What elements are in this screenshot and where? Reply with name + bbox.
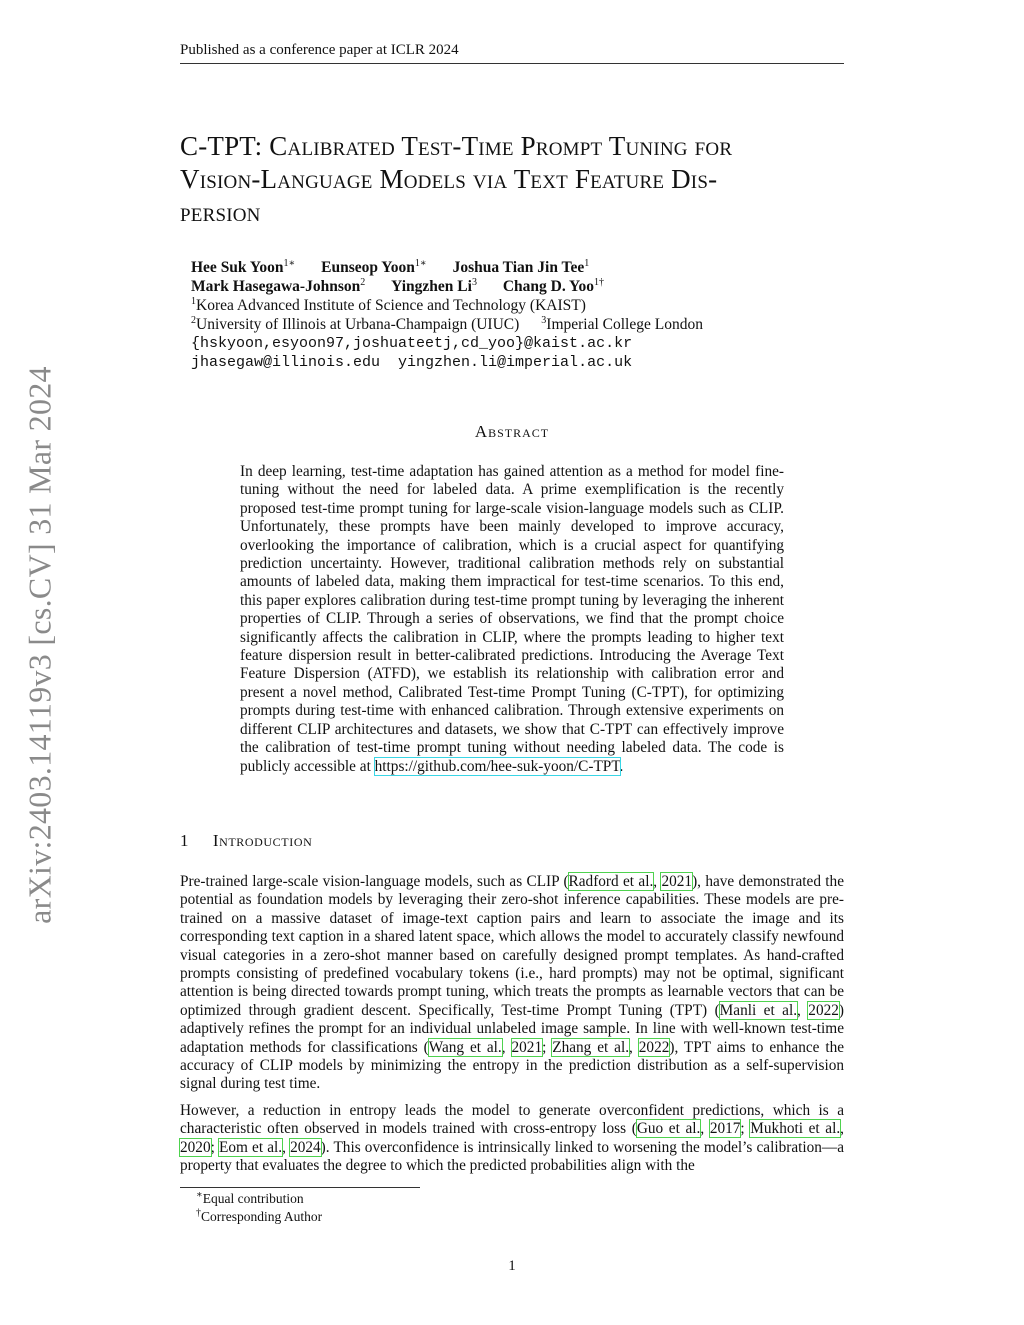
citation-link[interactable]: Mukhoti et al. bbox=[750, 1120, 841, 1138]
affiliation-2-3: $^2$University of Illinois at Urbana-Champaign (UIUC) $^3$Imperial College London bbox=[191, 314, 703, 333]
code-repository-link[interactable]: https://github.com/hee-suk-yoon/C-TPT bbox=[374, 757, 620, 775]
intro-paragraph-1: Pre-trained large-scale vision-language models, such as CLIP (Radford et al., 2021), have demonstrated the potential as foundation models by leveraging their zero-shot inference capabilities. These models are pre-trained on a massive dataset of image-text caption pairs and learn to associate the image and its corresponding text caption in a shared latent space, which allows the model to accurately classify newfound visual categories in a zero-shot manner based on carefully designed prompt templates. As hand-crafted prompts consisting of predefined vocabulary tokens (i.e., hard prompts) may not be optimal, significant attention is being directed towards prompt tuning, which treats the prompts as learnable vectors that can be optimized through gradient descent. Specifically, Test-time Prompt Tuning (TPT) (Manli et al., 2022) adaptively refines the prompt for an individual unlabeled image sample. In line with well-known test-time adaptation methods for classifications (Wang et al., 2021; Zhang et al., 2022), TPT aims to enhance the accuracy of CLIP models by minimizing the entropy in the prediction distribution as a self-supervision signal during test time. bbox=[180, 873, 845, 1093]
author-name: Chang D. Yoo bbox=[502, 278, 594, 295]
footnote-corresponding-author: †Corresponding Author bbox=[196, 1207, 323, 1224]
abstract-heading: Abstract bbox=[474, 422, 550, 441]
citation-link[interactable]: Eom et al. bbox=[219, 1138, 283, 1156]
author-name: Mark Hasegawa-Johnson bbox=[191, 278, 361, 295]
footnote-equal-contribution: ∗Equal contribution bbox=[196, 1189, 304, 1206]
affiliation-1: $^1$Korea Advanced Institute of Science and Technology (KAIST) bbox=[191, 295, 586, 314]
author-mark: 2 bbox=[360, 276, 366, 288]
citation-link[interactable]: 2021 bbox=[511, 1038, 543, 1056]
author-mark: 3 bbox=[471, 276, 477, 288]
abstract-text: In deep learning, test-time adaptation has gained attention as a method for model fine-tuning without the need for labeled data. A prime exemplification is the recently proposed test-time prompt tuning for large-scale vision-language models such as CLIP. Unfortunately, these prompts have been mainly developed to improve accuracy, overlooking the importance of calibration, which is a crucial aspect for quantifying prediction uncertainty. However, traditional calibration methods rely on substantial amounts of labeled data, making them impractical for test-time scenarios. To this end, this paper explores calibration during test-time prompt tuning by leveraging the inherent properties of CLIP. Through a series of observations, we find that the prompt choice significantly affects the calibration in CLIP, where the prompts leading to higher text feature dispersion result in better-calibrated predictions. Introducing the Average Text Feature Dispersion (ATFD), we establish its relationship with calibration error and present a novel method, Calibrated Test-time Prompt Tuning (C-TPT), for optimizing prompts during test-time with enhanced calibration. Through extensive experiments on different CLIP architectures and datasets, we show that C-TPT can effectively improve the calibration of test-time prompt tuning without needing labeled data. The code is publicly accessible at bbox=[240, 463, 784, 775]
abstract-end: . bbox=[619, 757, 624, 775]
author-mark: 1† bbox=[593, 276, 604, 288]
email-line-1: {hskyoon,esyoon97,joshuateetj,cd_yoo}@kaist.ac.kr bbox=[191, 335, 633, 352]
citation-link[interactable]: 2021 bbox=[661, 873, 693, 890]
author-mark: 1 bbox=[584, 257, 590, 269]
arxiv-identifier: arXiv:2403.14119v3 [cs.CV] 31 Mar 2024 bbox=[21, 366, 58, 924]
citation-link[interactable]: Guo et al. bbox=[636, 1120, 701, 1138]
citation-link[interactable]: 2022 bbox=[808, 1001, 839, 1019]
citation-link[interactable]: Zhang et al. bbox=[552, 1038, 630, 1056]
author-line-2 bbox=[191, 277, 831, 296]
author-block bbox=[191, 258, 831, 372]
introduction-body bbox=[180, 873, 844, 1184]
citation-link[interactable]: Manli et al. bbox=[719, 1001, 798, 1019]
author-name: Eunseop Yoon bbox=[321, 259, 415, 276]
title-line-3: persion bbox=[180, 197, 261, 227]
author-mark: 1∗ bbox=[283, 257, 296, 269]
title-line-1: C-TPT: Calibrated Test-Time Prompt Tuning for bbox=[180, 131, 733, 161]
citation-link[interactable]: 2022 bbox=[638, 1038, 670, 1056]
citation-link[interactable]: 2020 bbox=[180, 1138, 211, 1156]
author-mark: 1∗ bbox=[414, 257, 427, 269]
author-name: Yingzhen Li bbox=[391, 278, 472, 295]
author-name: Joshua Tian Jin Tee bbox=[452, 259, 585, 276]
citation-link[interactable]: Wang et al. bbox=[428, 1038, 502, 1056]
abstract-body bbox=[240, 463, 784, 776]
author-name: Hee Suk Yoon bbox=[191, 259, 284, 276]
section-title: Introduction bbox=[212, 831, 313, 850]
page-number: 1 bbox=[508, 1258, 516, 1274]
footnote-rule bbox=[180, 1187, 420, 1188]
author-line-1 bbox=[191, 258, 831, 277]
running-header: Published as a conference paper at ICLR 2024 bbox=[180, 42, 844, 64]
citation-link[interactable]: 2024 bbox=[290, 1138, 321, 1156]
email-line-2: jhasegaw@illinois.edu yingzhen.li@imperial.ac.uk bbox=[191, 354, 633, 371]
footnotes bbox=[196, 1190, 322, 1226]
title-line-2: Vision-Language Models via Text Feature Dis- bbox=[180, 164, 718, 194]
citation-link[interactable]: 2017 bbox=[709, 1120, 741, 1138]
paper-title bbox=[180, 130, 850, 229]
citation-link[interactable]: Radford et al. bbox=[568, 873, 654, 890]
intro-paragraph-2: However, a reduction in entropy leads the model to generate overconfident predictions, which is a characteristic often observed in models trained with cross-entropy loss (Guo et al., 2017; Mukhoti et al., 2020; Eom et al., 2024). This overconfidence is intrinsically linked to worsening the model’s calibration—a property that evaluates the degree to which the predicted probabilities align with the bbox=[180, 1101, 845, 1175]
section-heading-introduction bbox=[180, 831, 312, 851]
section-number: 1 bbox=[180, 831, 190, 850]
